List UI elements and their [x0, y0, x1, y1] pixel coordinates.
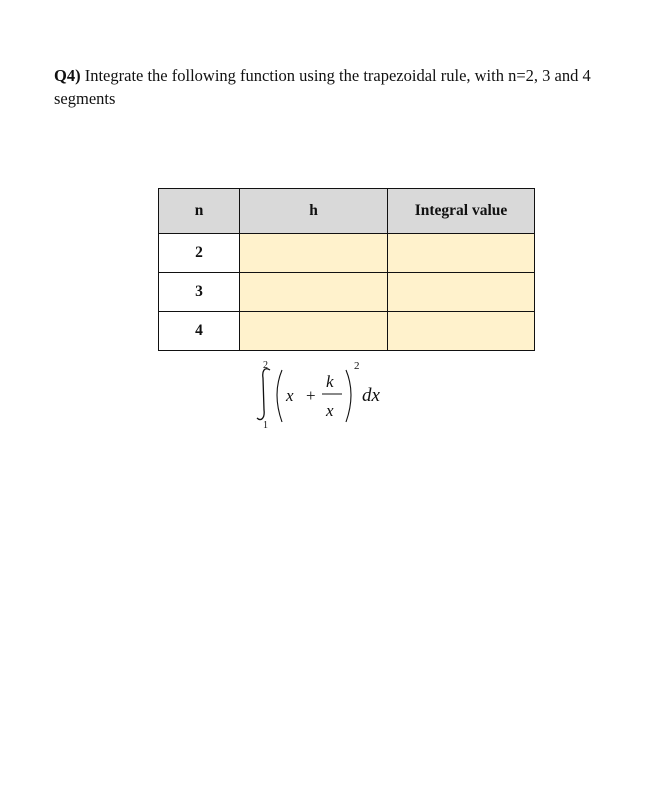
integral-sign — [257, 369, 270, 420]
cell-n: 2 — [159, 234, 240, 273]
var-x: x — [286, 386, 294, 405]
cell-n: 4 — [159, 312, 240, 351]
fraction-numerator: k — [326, 372, 334, 391]
integral-formula — [250, 356, 410, 436]
table-row — [159, 273, 535, 312]
left-paren — [277, 370, 282, 422]
right-paren — [346, 370, 351, 422]
header-integral-value: Integral value — [388, 189, 535, 234]
cell-integral-value[interactable] — [388, 234, 535, 273]
upper-limit: 2 — [263, 360, 268, 371]
differential: dx — [362, 385, 380, 406]
plus-sign: + — [306, 386, 316, 405]
table-header-row — [159, 189, 535, 234]
integral-formula-svg — [250, 356, 410, 436]
cell-h[interactable] — [240, 312, 388, 351]
table-row — [159, 312, 535, 351]
cell-h[interactable] — [240, 273, 388, 312]
results-table — [158, 188, 535, 351]
question-text — [54, 64, 614, 110]
cell-n: 3 — [159, 273, 240, 312]
cell-integral-value[interactable] — [388, 312, 535, 351]
question-body: Integrate the following function using the trapezoidal rule, with n=2, 3 and 4 segments — [54, 66, 591, 108]
header-n: n — [159, 189, 240, 234]
question-number: Q4) — [54, 66, 81, 85]
lower-limit: 1 — [263, 420, 268, 431]
header-h: h — [240, 189, 388, 234]
exponent: 2 — [354, 360, 360, 372]
fraction-denominator: x — [326, 401, 334, 420]
cell-integral-value[interactable] — [388, 273, 535, 312]
cell-h[interactable] — [240, 234, 388, 273]
table-row — [159, 234, 535, 273]
